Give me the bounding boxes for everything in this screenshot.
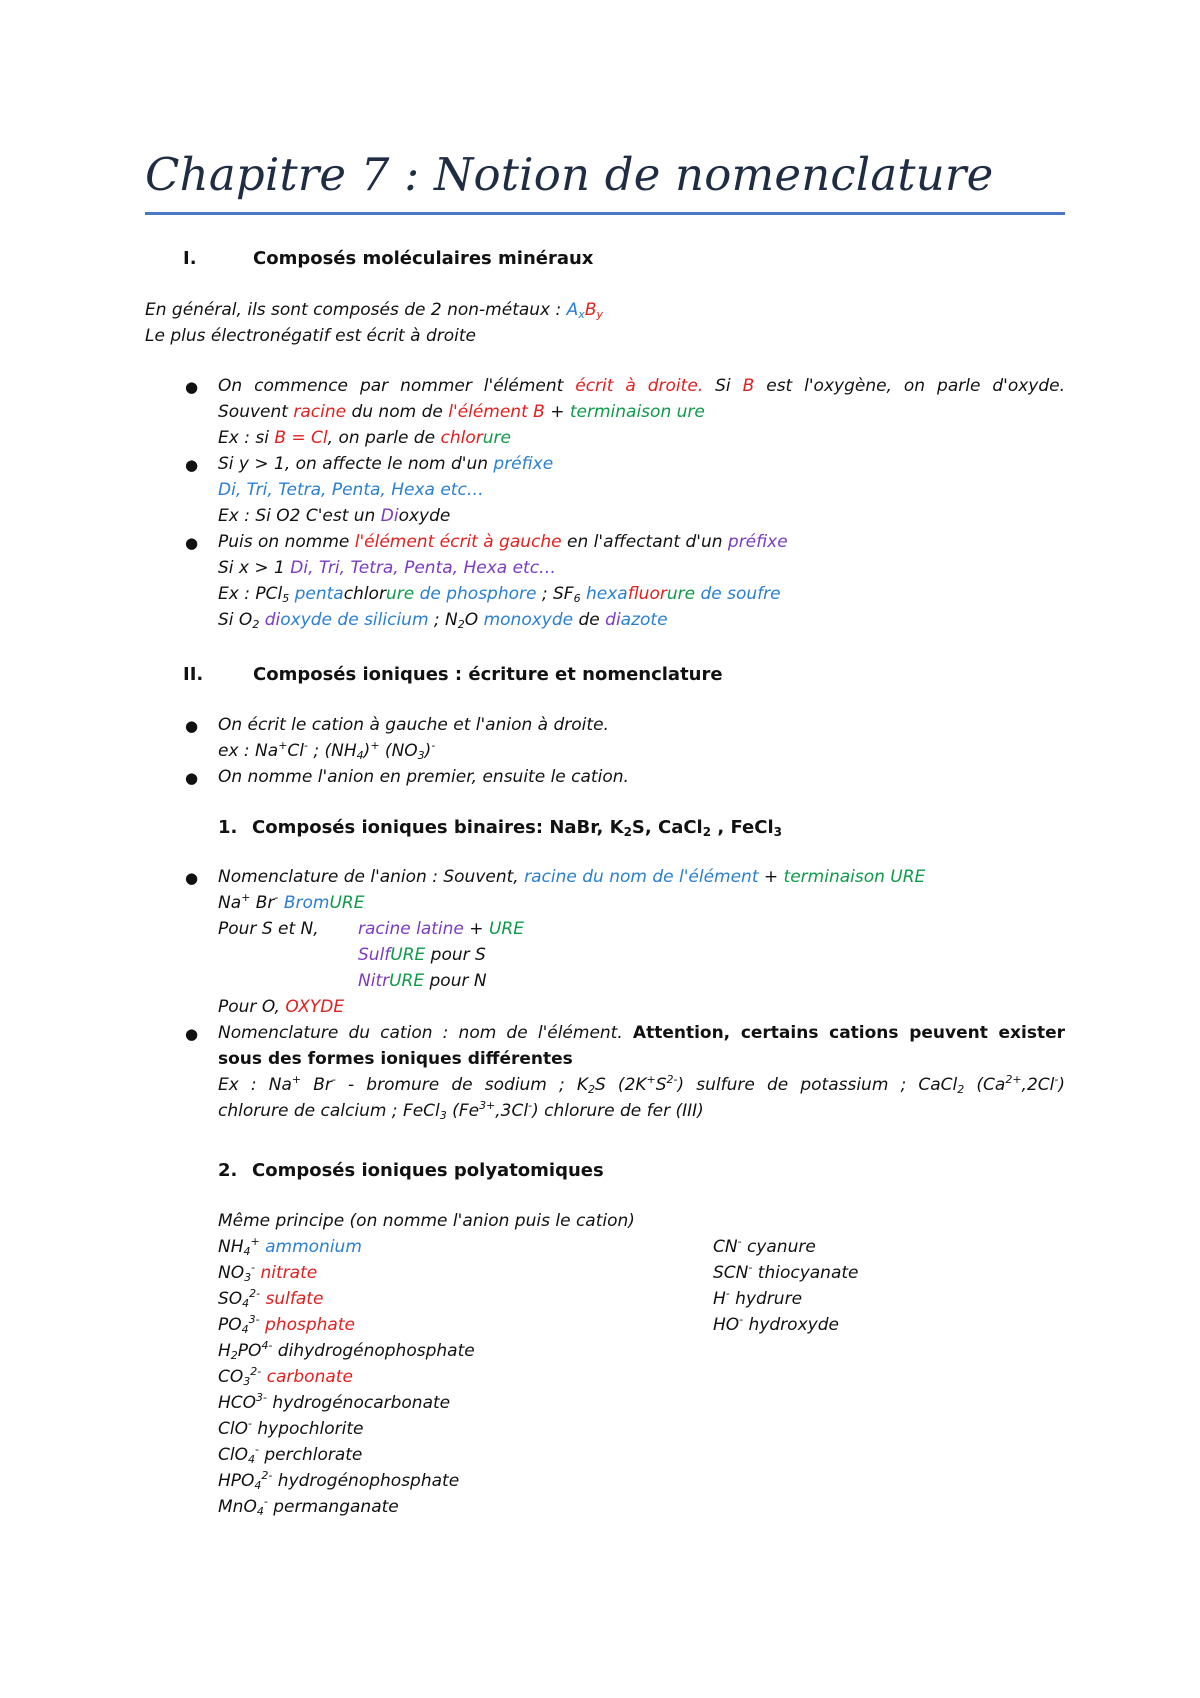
ion-charge: 2- (249, 1287, 261, 1300)
text: 2 (957, 1083, 965, 1096)
page-title: Chapitre 7 : Notion de nomenclature (145, 148, 994, 201)
text: Attention, certains cations peuvent exister (632, 1023, 1065, 1043)
section-1-heading (183, 248, 593, 269)
text: 2 (252, 618, 260, 631)
ion-subscript: 3 (243, 1375, 251, 1388)
text: di (605, 610, 621, 630)
text: Souvent (218, 402, 294, 422)
text: ure (385, 584, 415, 604)
text: azote (620, 610, 668, 630)
s2-bullet-1-line-1: On écrit le cation à gauche et l'anion à droite. (218, 715, 609, 735)
section-number: I. (183, 248, 197, 269)
text: du nom de (346, 402, 449, 422)
polyatomic-ion-item (713, 1260, 858, 1286)
s1-bullet-2-line-2: Di, Tri, Tetra, Penta, Hexa etc… (218, 480, 484, 500)
ion-subscript: 3 (244, 1271, 252, 1284)
ion-formula: MnO (218, 1497, 257, 1517)
text: 4 (356, 749, 364, 762)
text: (Fe (446, 1101, 480, 1121)
text: Nomenclature du cation : nom de l'élément. (218, 1023, 633, 1043)
text: 2+ (1005, 1073, 1022, 1086)
bullet-icon: ● (185, 1025, 199, 1043)
ion-name: carbonate (261, 1367, 353, 1387)
formula-a: A (566, 300, 579, 320)
text: ) (1058, 1075, 1065, 1095)
text: Ex : Si O2 C'est un (218, 506, 381, 526)
text: On commence par nommer l'élément (218, 376, 576, 396)
text: Nitr (358, 971, 390, 991)
text: terminaison URE (783, 867, 926, 887)
bullet-icon: ● (185, 456, 199, 474)
text: S (655, 1075, 667, 1095)
subsection-number: 2. (218, 1160, 238, 1181)
text: + (544, 402, 570, 422)
intro-line-2: Le plus électronégatif est écrit à droite (145, 326, 476, 346)
text: racine (293, 402, 347, 422)
ion-formula: H (713, 1289, 726, 1309)
text: est l'oxygène, on parle d'oxyde. (754, 376, 1066, 396)
bullet-icon: ● (185, 769, 199, 787)
text: B (742, 376, 755, 396)
ion-charge: - (247, 1417, 252, 1430)
text: + (758, 867, 784, 887)
text: + (463, 919, 489, 939)
s2-bullet-2-line-1: On nomme l'anion en premier, ensuite le cation. (218, 767, 629, 787)
text: chlor (343, 584, 386, 604)
ion-charge: 2- (261, 1469, 273, 1482)
bullet-icon: ● (185, 869, 199, 887)
polyatomic-ion-item (218, 1390, 450, 1416)
ion-name: hydrogénophosphate (272, 1471, 460, 1491)
text: de silicium (332, 610, 429, 630)
ion-charge: - (254, 1443, 259, 1456)
text: pour N (424, 971, 487, 991)
ion-charge: - (725, 1287, 730, 1300)
polyatomic-ion-item (218, 1234, 362, 1260)
text: - bromure de sodium ; K (335, 1075, 589, 1095)
ion-subscript: 4 (254, 1479, 262, 1492)
ion-name: ammonium (259, 1237, 362, 1257)
text: ex : Na (218, 741, 279, 761)
text: écrit à droite. (575, 376, 704, 396)
formula-b: B (584, 300, 597, 320)
ion-charge: 3- (248, 1313, 260, 1326)
text: ) chlorure de fer (III) (532, 1101, 704, 1121)
text: 5 (282, 592, 290, 605)
text: Ex : Na (218, 1075, 292, 1095)
anion-line-3-label: Pour S et N, (218, 919, 319, 939)
text: ) sulfure de potassium ; CaCl (677, 1075, 958, 1095)
text: ) (363, 741, 371, 761)
polyatomic-ion-item (218, 1494, 399, 1520)
text: Si O (218, 610, 253, 630)
s1-bullet-3-line-1 (218, 529, 788, 555)
polyatomic-ion-item (218, 1286, 323, 1312)
ion-charge: - (748, 1261, 753, 1274)
ion-formula: HPO (218, 1471, 255, 1491)
s1-bullet-1-line-2 (218, 399, 705, 425)
s1-bullet-1-line-3 (218, 425, 511, 451)
text: - (431, 739, 436, 752)
text: O (464, 610, 484, 630)
text: de (573, 610, 606, 630)
text: ure (666, 584, 696, 604)
text: de soufre (695, 584, 781, 604)
s1-bullet-3-line-3 (218, 581, 781, 607)
text: 2 (588, 1083, 596, 1096)
text: préfixe (493, 454, 554, 474)
text: ,2Cl (1021, 1075, 1055, 1095)
text: Pour O, (218, 997, 286, 1017)
text: Nomenclature de l'anion : Souvent, (218, 867, 525, 887)
ion-formula: HCO (218, 1393, 257, 1413)
bullet-icon: ● (185, 378, 199, 396)
text: + (241, 891, 251, 904)
ion-name: thiocyanate (752, 1263, 859, 1283)
polyatomic-ion-item (218, 1312, 355, 1338)
text: URE (389, 971, 425, 991)
text: oxyde (398, 506, 451, 526)
polyatomic-ion-item (713, 1286, 802, 1312)
text: racine latine (358, 919, 464, 939)
anion-line-4 (358, 942, 486, 968)
text: di (264, 610, 281, 630)
text: Composés ioniques polyatomiques (252, 1160, 604, 1181)
cation-line-2: sous des formes ioniques différentes (218, 1049, 573, 1069)
text: l'élément B (448, 402, 545, 422)
section-title: Composés moléculaires minéraux (253, 248, 594, 269)
cation-line-3 (218, 1072, 1065, 1098)
polyatomic-intro: Même principe (on nomme l'anion puis le cation) (218, 1211, 635, 1231)
text: , FeCl (711, 817, 774, 838)
text: 3+ (479, 1099, 496, 1112)
text: l'élément écrit à gauche (354, 532, 562, 552)
cation-line-1 (218, 1020, 1065, 1046)
subsection-1-heading (218, 817, 782, 838)
text: Cl (287, 741, 305, 761)
text: pour S (425, 945, 486, 965)
s1-bullet-2-line-3 (218, 503, 450, 529)
text: Na (218, 893, 242, 913)
section-title: Composés ioniques : écriture et nomenclature (253, 664, 723, 685)
text: 3 (773, 825, 782, 839)
text: 6 (573, 592, 581, 605)
ion-charge: 3- (256, 1391, 268, 1404)
text: URE (488, 919, 524, 939)
ion-name: phosphate (259, 1315, 355, 1335)
text: Ex : PCl (218, 584, 283, 604)
polyatomic-ion-item (218, 1442, 362, 1468)
ion-formula: H (218, 1341, 231, 1361)
text: (Ca (964, 1075, 1006, 1095)
text: Br (301, 1075, 332, 1095)
text: - (1054, 1073, 1059, 1086)
text: mono (483, 610, 532, 630)
polyatomic-ion-item (218, 1260, 317, 1286)
ion-formula: CN (713, 1237, 738, 1257)
text: - (304, 739, 308, 752)
text: racine du nom de l'élément (524, 867, 759, 887)
bullet-icon: ● (185, 534, 199, 552)
ion-formula: ClO (218, 1445, 248, 1465)
text: ure (482, 428, 511, 448)
ion-subscript: 4 (241, 1323, 249, 1336)
text: - (274, 891, 279, 904)
text: Brom (283, 893, 330, 913)
ion-name: nitrate (255, 1263, 318, 1283)
text: Di, Tri, Tetra, Penta, Hexa etc… (290, 558, 557, 578)
text: en l'affectant d'un (561, 532, 728, 552)
ion-subscript: 4 (247, 1453, 255, 1466)
polyatomic-ion-item (713, 1312, 839, 1338)
text: - (331, 1073, 336, 1086)
text: (NO (379, 741, 418, 761)
text: 2 (702, 825, 712, 839)
text: 2 (457, 618, 465, 631)
text: S, CaCl (631, 817, 703, 838)
ion-charge: - (251, 1261, 256, 1274)
text: Di (380, 506, 399, 526)
text: ,3Cl (495, 1101, 529, 1121)
text: OXYDE (285, 997, 345, 1017)
ion-subscript: 2 (230, 1349, 238, 1362)
ion-name: perchlorate (258, 1445, 363, 1465)
text: URE (390, 945, 426, 965)
text: 3 (439, 1109, 447, 1122)
ion-charge: 4- (261, 1339, 273, 1352)
intro-line-1 (145, 297, 603, 323)
text: 3 (417, 749, 425, 762)
text: + (291, 1073, 302, 1086)
section-number: II. (183, 664, 204, 685)
formula-x: x (578, 308, 585, 321)
text: Ex : si (218, 428, 275, 448)
text: Br (250, 893, 275, 913)
ion-name: dihydrogénophosphate (272, 1341, 475, 1361)
ion-formula: NO (218, 1263, 245, 1283)
text: B = Cl (274, 428, 328, 448)
anion-line-5 (358, 968, 487, 994)
text: Composés ioniques binaires: NaBr, K (252, 817, 624, 838)
ion-name: hypochlorite (251, 1419, 364, 1439)
polyatomic-ion-item (218, 1468, 459, 1494)
text: URE (329, 893, 365, 913)
text: chlorure de calcium ; FeCl (218, 1101, 440, 1121)
section-2-heading (183, 664, 723, 685)
ion-name: cyanure (741, 1237, 816, 1257)
ion-charge: - (737, 1235, 742, 1248)
ion-formula: CO (218, 1367, 244, 1387)
anion-line-3 (358, 916, 524, 942)
ion-name: sulfate (260, 1289, 324, 1309)
s1-bullet-1-line-1 (218, 373, 1065, 399)
ion-charge: + (250, 1235, 260, 1248)
text: + (646, 1073, 656, 1086)
text: ) (424, 741, 432, 761)
text: préfixe (727, 532, 788, 552)
ion-name: hydrogénocarbonate (267, 1393, 451, 1413)
title-underline (145, 212, 1065, 215)
ion-subscript: 4 (242, 1297, 250, 1310)
ion-charge: 2- (250, 1365, 262, 1378)
s1-bullet-3-line-2 (218, 555, 556, 581)
polyatomic-ion-item (218, 1364, 353, 1390)
ion-formula: SO (218, 1289, 243, 1309)
ion-formula: PO (218, 1315, 242, 1335)
text: Sulf (358, 945, 391, 965)
text: 2- (666, 1073, 678, 1086)
formula-y: y (596, 308, 603, 321)
bullet-icon: ● (185, 717, 199, 735)
text: Si x > 1 (218, 558, 291, 578)
text: penta (294, 584, 344, 604)
text: terminaison ure (569, 402, 705, 422)
anion-line-6 (218, 994, 344, 1020)
ion-formula: NH (218, 1237, 244, 1257)
text: 2 (623, 825, 632, 839)
text: ; (NH (308, 741, 357, 761)
cation-line-4 (218, 1098, 704, 1124)
s1-bullet-3-line-4 (218, 607, 668, 633)
ion-name: permanganate (267, 1497, 399, 1517)
ion-formula: SCN (713, 1263, 749, 1283)
text: xyde (531, 610, 574, 630)
subsection-number: 1. (218, 817, 238, 838)
text: hexa (585, 584, 628, 604)
ion-formula: PO (237, 1341, 262, 1361)
text: Si (703, 376, 743, 396)
text: ; SF (536, 584, 574, 604)
text: chlor (440, 428, 483, 448)
anion-line-1 (218, 864, 925, 890)
text: S (2K (595, 1075, 647, 1095)
text: ; N (428, 610, 458, 630)
text: fluor (627, 584, 667, 604)
text: + (370, 739, 380, 752)
subsection-2-heading (218, 1160, 604, 1181)
s2-bullet-1-line-2 (218, 738, 435, 764)
ion-name: hydroxyde (743, 1315, 839, 1335)
text: de phosphore (414, 584, 537, 604)
text: - (528, 1099, 533, 1112)
text: oxyde (280, 610, 333, 630)
text: En général, ils sont composés de 2 non-métaux : (145, 300, 567, 320)
polyatomic-ion-item (218, 1338, 475, 1364)
s1-bullet-2-line-1 (218, 451, 553, 477)
polyatomic-ion-item (713, 1234, 816, 1260)
ion-formula: HO (713, 1315, 740, 1335)
text: Puis on nomme (218, 532, 355, 552)
ion-charge: - (739, 1313, 744, 1326)
ion-subscript: 4 (243, 1245, 251, 1258)
anion-line-2 (218, 890, 364, 916)
ion-name: hydrure (729, 1289, 803, 1309)
ion-formula: ClO (218, 1419, 248, 1439)
polyatomic-ion-item (218, 1416, 363, 1442)
ion-subscript: 4 (256, 1505, 264, 1518)
text: + (278, 739, 288, 752)
text: , on parle de (327, 428, 441, 448)
text: Si y > 1, on affecte le nom d'un (218, 454, 494, 474)
ion-charge: - (263, 1495, 268, 1508)
